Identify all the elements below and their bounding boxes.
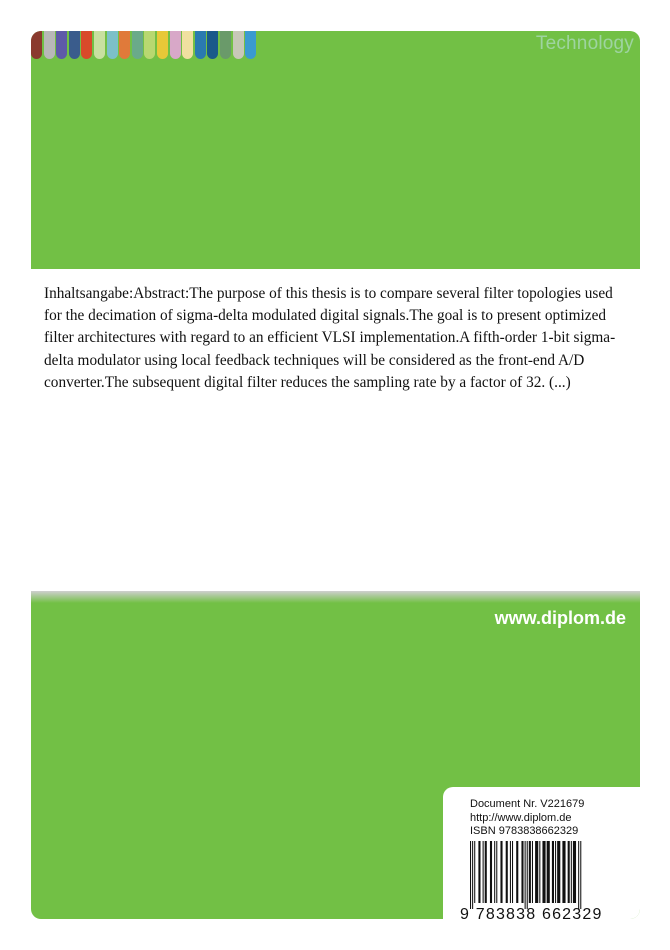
barcode-bar [490,841,492,903]
barcode-digits: 9 783838 662329 [460,906,603,919]
barcode-bar [547,841,550,903]
isbn-label: ISBN 9783838662329 [470,825,579,837]
panel-shadow [31,591,640,603]
color-stripe [182,31,193,59]
barcode-bar [512,841,513,903]
color-stripe [107,31,118,59]
barcode-bar [472,841,473,909]
barcode-bar [552,841,554,903]
abstract-area [31,269,640,591]
barcode-bar [571,841,572,903]
color-stripe [81,31,92,59]
color-stripe [69,31,80,59]
barcode-bar [573,841,576,903]
color-stripe [119,31,130,59]
color-stripe [170,31,181,59]
barcode-bar [496,841,497,903]
document-info [470,798,584,839]
barcode-bar [578,841,579,909]
barcode-bar [535,841,538,903]
barcode-bar [500,841,502,903]
color-stripe [132,31,143,59]
color-stripe [94,31,105,59]
color-stripe [233,31,244,59]
barcode-bar [557,841,560,903]
abstract-text: Inhaltsangabe:Abstract:The purpose of this thesis is to compare several filter topologies used for the decimation of sigma-delta modulated digital signals.The goal is to present optimized filter architectures with regard to an efficient VLSI implementation.A fifth-order 1-bit sigma-delta modulator using local feedback techniques will be considered as the front-end A/D converter.The subsequent digital filter reduces the sampling rate by a factor of 32. (...) [44,285,616,391]
color-stripe [31,31,42,59]
barcode-bar [539,841,540,903]
barcode-bar [485,841,487,903]
color-stripes [31,31,258,59]
barcode-bar [474,841,475,903]
barcode-bar [555,841,556,903]
barcode-bar [525,841,526,909]
barcode-bar [568,841,570,903]
color-stripe [144,31,155,59]
barcode-bar [580,841,581,909]
color-stripe [220,31,231,59]
isbn-barcode [470,841,614,909]
barcode-bar [529,841,531,903]
color-stripe [207,31,218,59]
color-stripe [157,31,168,59]
document-number: Document Nr. V221679 [470,798,585,810]
color-stripe [195,31,206,59]
color-stripe [44,31,55,59]
back-cover [31,31,640,919]
top-green-panel [31,31,640,269]
color-stripe [56,31,67,59]
barcode-bar [562,841,565,903]
barcode-bar [527,841,528,909]
barcode-bar [516,841,518,903]
barcode-bar [542,841,545,903]
barcode-bar [532,841,533,903]
barcode-bar [470,841,471,909]
barcode-bar [478,841,480,903]
bottom-green-panel [31,591,640,919]
barcode-box [443,787,640,919]
barcode-bar [510,841,511,903]
color-stripe [245,31,256,59]
document-url: http://www.diplom.de [470,811,572,824]
publisher-website: www.diplom.de [494,608,626,628]
barcode-bar [521,841,523,903]
barcode-bar [506,841,508,903]
barcode-bar [494,841,495,903]
category-label: Technology [535,33,634,54]
barcode-bar [483,841,484,903]
